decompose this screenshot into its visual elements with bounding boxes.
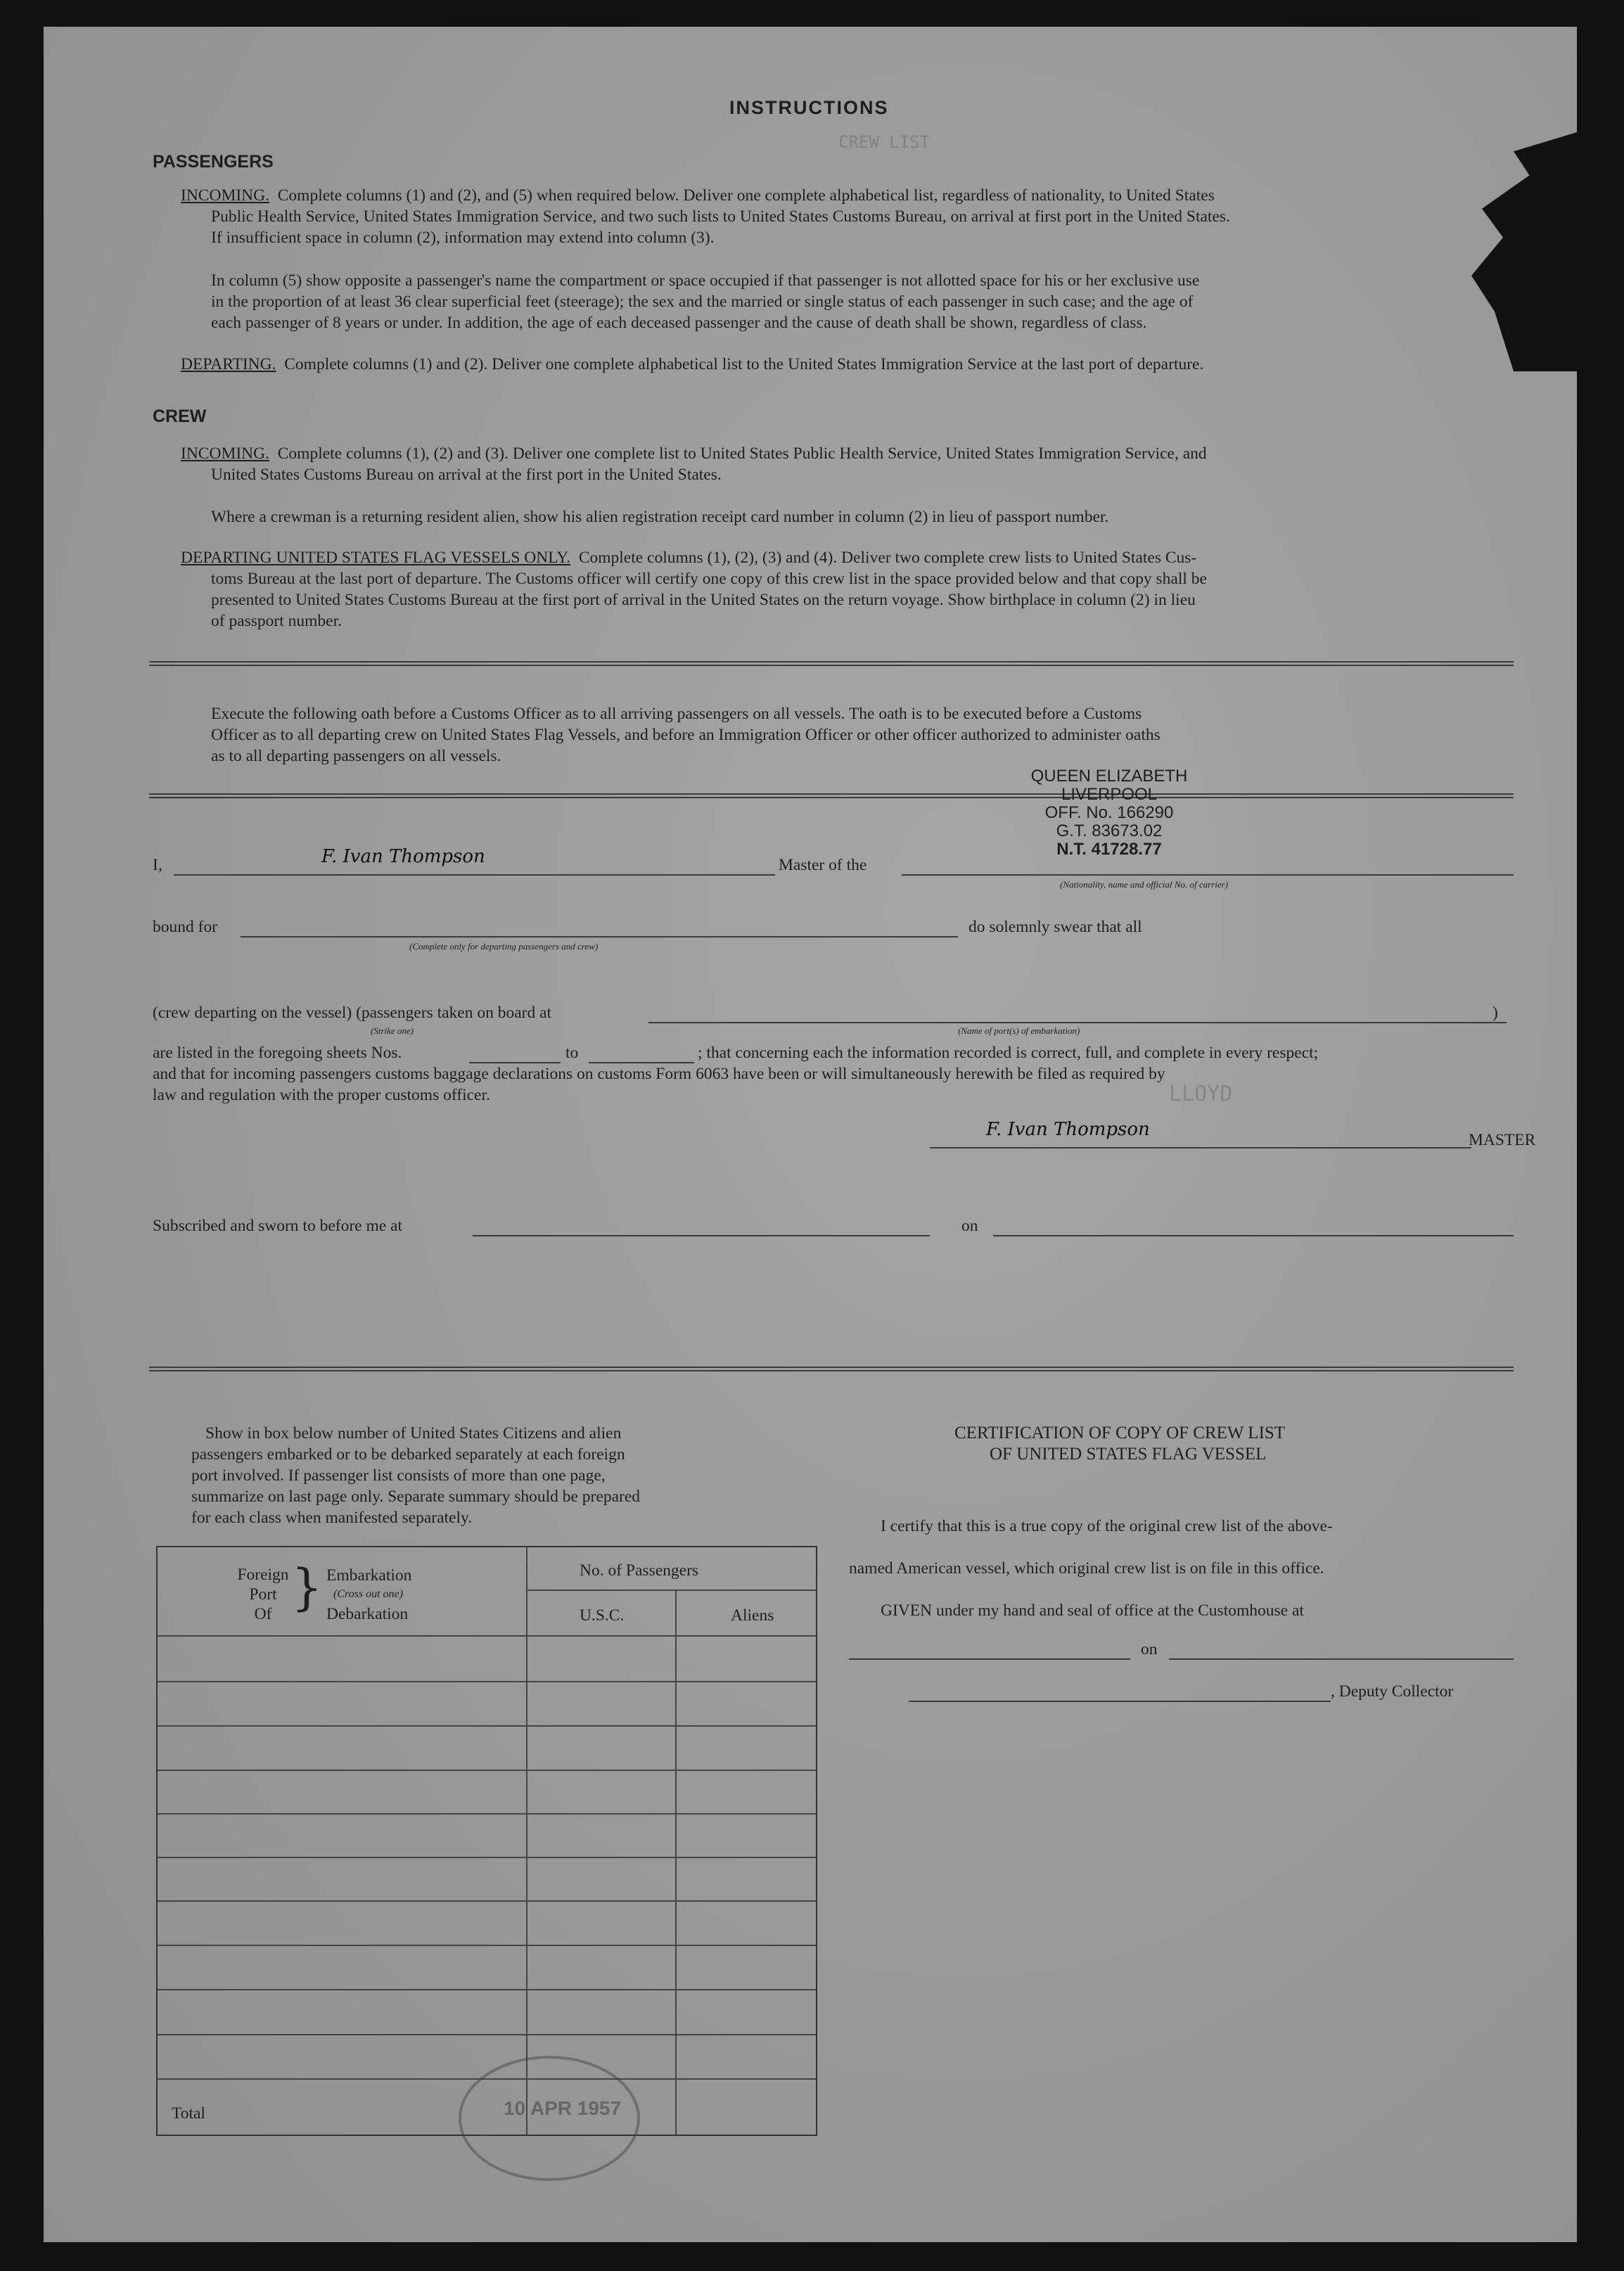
header-text: Port xyxy=(249,1585,277,1604)
master-of-label: Master of the xyxy=(779,856,867,874)
certification-text: I certify that this is a true copy of the original crew list of the above- xyxy=(881,1517,1333,1535)
master-signature-bottom: F. Ivan Thompson xyxy=(986,1119,1150,1140)
embarkation-label: Embarkation xyxy=(326,1566,412,1585)
column5-instruction: In column (5) show opposite a passenger's name the compartment or space occupied if that passenger is not allotted space for his or her exclusive use xyxy=(211,271,1200,290)
passengers-incoming xyxy=(181,185,1517,206)
deputy-collector-label: , Deputy Collector xyxy=(1331,1682,1454,1701)
deputy-collector-field[interactable] xyxy=(909,1701,1331,1702)
crew-resident-alien: Where a crewman is a returning resident alien, show his alien registration receipt card number in column (2) in lieu of passport number. xyxy=(211,508,1109,526)
foreign-port-label xyxy=(235,1565,291,1624)
carrier-caption: (Nationality, name and official No. of carrier) xyxy=(1060,879,1229,890)
crew-incoming-line: United States Customs Bureau on arrival at the first port in the United States. xyxy=(211,466,722,484)
table-row-divider xyxy=(158,1681,816,1682)
certification-title: CERTIFICATION OF COPY OF CREW LIST xyxy=(954,1424,1286,1442)
sworn-on-label: on xyxy=(961,1217,978,1235)
crew-departing-label: DEPARTING UNITED STATES FLAG VESSELS ONLY. xyxy=(181,549,571,567)
crew-departing-statement: (crew departing on the vessel) (passengers taken on board at xyxy=(153,1004,552,1022)
header-text: Of xyxy=(254,1605,272,1623)
section-divider xyxy=(149,793,1514,798)
section-divider xyxy=(149,1367,1514,1371)
embark-caption: (Name of port(s) of embarkation) xyxy=(958,1025,1080,1036)
given-date-field[interactable] xyxy=(1169,1658,1514,1660)
total-label: Total xyxy=(172,2104,205,2123)
summary-instruction: summarize on last page only. Separate summary should be prepared xyxy=(191,1488,640,1506)
summary-instruction: Show in box below number of United States Citizens and alien xyxy=(205,1424,622,1442)
listed-text: and that for incoming passengers customs baggage declarations on customs Form 6063 have been or will simultaneously herewith be filed as required by xyxy=(153,1065,1165,1083)
passengers-incoming-line: Public Health Service, United States Immigration Service, and two such lists to United States Customs Bureau, on arrival at first port in the United States. xyxy=(211,207,1230,226)
oath-intro: as to all departing passengers on all vessels. xyxy=(211,747,501,765)
master-name-field[interactable] xyxy=(174,874,775,876)
swear-text: do solemnly swear that all xyxy=(968,918,1142,936)
stamp-line: LIVERPOOL xyxy=(1061,785,1158,804)
stamp-line: N.T. 41728.77 xyxy=(1056,840,1162,859)
aliens-header: Aliens xyxy=(731,1606,774,1625)
sworn-date-field[interactable] xyxy=(993,1235,1514,1236)
certification-text: named American vessel, which original crew list is on file in this office. xyxy=(849,1559,1324,1578)
master-label: MASTER xyxy=(1469,1131,1536,1149)
strike-caption: (Strike one) xyxy=(371,1025,414,1036)
closing-paren: ) xyxy=(1492,1004,1498,1022)
certification-title: OF UNITED STATES FLAG VESSEL xyxy=(990,1445,1267,1464)
carrier-field[interactable] xyxy=(902,874,1514,876)
postmark-text: 10 APR 1957 xyxy=(504,2097,622,2119)
crew-incoming xyxy=(181,443,1207,464)
incoming-label: INCOMING. xyxy=(181,186,269,205)
table-col-divider xyxy=(675,1589,677,2135)
sworn-place-field[interactable] xyxy=(473,1235,930,1236)
listed-sheets: are listed in the foregoing sheets Nos. xyxy=(153,1044,402,1062)
table-row-divider xyxy=(158,1635,816,1637)
stamp-line: G.T. 83673.02 xyxy=(1056,821,1163,840)
header-text: Foreign xyxy=(237,1566,289,1584)
passengers-departing xyxy=(181,354,1203,375)
bound-for-field[interactable] xyxy=(241,936,958,938)
table-row-divider xyxy=(158,1813,816,1815)
vessel-stamp xyxy=(983,767,1236,859)
crew-heading: CREW xyxy=(153,407,207,426)
oath-i-label: I, xyxy=(153,856,162,874)
bound-for-label: bound for xyxy=(153,918,218,936)
document-page xyxy=(44,27,1577,2242)
table-row-divider xyxy=(158,1857,816,1858)
listed-to: to xyxy=(565,1044,579,1062)
listed-text: ; that concerning each the information recorded is correct, full, and complete in every respect; xyxy=(698,1044,1319,1062)
page-title: INSTRUCTIONS xyxy=(729,97,889,118)
customhouse-field[interactable] xyxy=(849,1658,1130,1660)
crew-incoming-text: Complete columns (1), (2) and (3). Deliver one complete list to United States Public Health Service, United States Immigration Service, and xyxy=(277,444,1207,463)
crew-departing-line: toms Bureau at the last port of departure. The Customs officer will certify one copy of this crew list in the space provided below and that copy shall be xyxy=(211,570,1207,588)
usc-header: U.S.C. xyxy=(580,1606,625,1625)
crew-departing xyxy=(181,547,1196,568)
stamp-line: OFF. No. 166290 xyxy=(1044,803,1174,822)
stamp-line: QUEEN ELIZABETH xyxy=(1030,767,1188,786)
oath-intro: Execute the following oath before a Customs Officer as to all arriving passengers on all vessels. The oath is to be executed before a Customs xyxy=(211,705,1142,723)
column5-instruction: each passenger of 8 years or under. In addition, the age of each deceased passenger and the cause of death shall be shown, regardless of class. xyxy=(211,314,1147,332)
table-row-divider xyxy=(158,1725,816,1727)
passengers-incoming-line: Complete columns (1) and (2), and (5) when required below. Deliver one complete alphabetical list, regardless of nationality, to United States xyxy=(277,186,1215,205)
bleed-through-text: CREW LIST xyxy=(838,132,931,152)
debarkation-label: Debarkation xyxy=(326,1605,409,1623)
given-on-label: on xyxy=(1141,1640,1158,1658)
oath-intro: Officer as to all departing crew on United States Flag Vessels, and before an Immigration Officer or other officer authorized to administer oaths xyxy=(211,726,1161,744)
departing-text: Complete columns (1) and (2). Deliver one complete alphabetical list to the United States Immigration Service at the last port of departure. xyxy=(284,355,1204,373)
crew-departing-line: of passport number. xyxy=(211,612,343,630)
brace-glyph: } xyxy=(291,1559,323,1616)
cross-out-caption: (Cross out one) xyxy=(333,1588,403,1600)
crew-incoming-label: INCOMING. xyxy=(181,444,269,463)
torn-corner xyxy=(1471,132,1577,371)
passengers-heading: PASSENGERS xyxy=(153,152,274,172)
summary-instruction: port involved. If passenger list consists of more than one page, xyxy=(191,1466,606,1485)
departing-label: DEPARTING. xyxy=(181,355,276,373)
passenger-summary-table xyxy=(156,1546,817,2136)
summary-instruction: passengers embarked or to be debarked separately at each foreign xyxy=(191,1445,625,1464)
table-row-divider xyxy=(158,1945,816,1946)
subscribed-label: Subscribed and sworn to before me at xyxy=(153,1217,403,1235)
bleed-through-text: LLOYD xyxy=(1169,1082,1233,1106)
crew-departing-text: Complete columns (1), (2), (3) and (4). Deliver two complete crew lists to United States Cus- xyxy=(578,549,1197,567)
bound-caption: (Complete only for departing passengers and crew) xyxy=(409,941,599,952)
table-row-divider xyxy=(158,2034,816,2035)
table-row-divider xyxy=(158,1989,816,1990)
postmark-stamp xyxy=(459,2056,640,2181)
crew-departing-line: presented to United States Customs Bureau at the first port of arrival in the United States on the return voyage. Show birthplace in column (2) in lieu xyxy=(211,591,1196,609)
summary-instruction: for each class when manifested separately. xyxy=(191,1509,473,1527)
listed-text: law and regulation with the proper customs officer. xyxy=(153,1086,490,1104)
passengers-incoming-line: If insufficient space in column (2), information may extend into column (3). xyxy=(211,229,715,247)
column5-instruction: in the proportion of at least 36 clear superficial feet (steerage); the sex and the married or single status of each passenger in such case; and the age of xyxy=(211,293,1194,311)
table-row-divider xyxy=(526,1589,816,1591)
no-passengers-header: No. of Passengers xyxy=(580,1561,699,1580)
given-text: GIVEN under my hand and seal of office at the Customhouse at xyxy=(881,1601,1304,1620)
master-signature-field[interactable] xyxy=(930,1147,1471,1149)
table-row-divider xyxy=(158,1770,816,1771)
embarkation-port-field[interactable] xyxy=(648,1022,1507,1023)
master-signature-top: F. Ivan Thompson xyxy=(321,846,485,867)
section-divider xyxy=(149,661,1514,666)
table-row-divider xyxy=(158,1900,816,1902)
